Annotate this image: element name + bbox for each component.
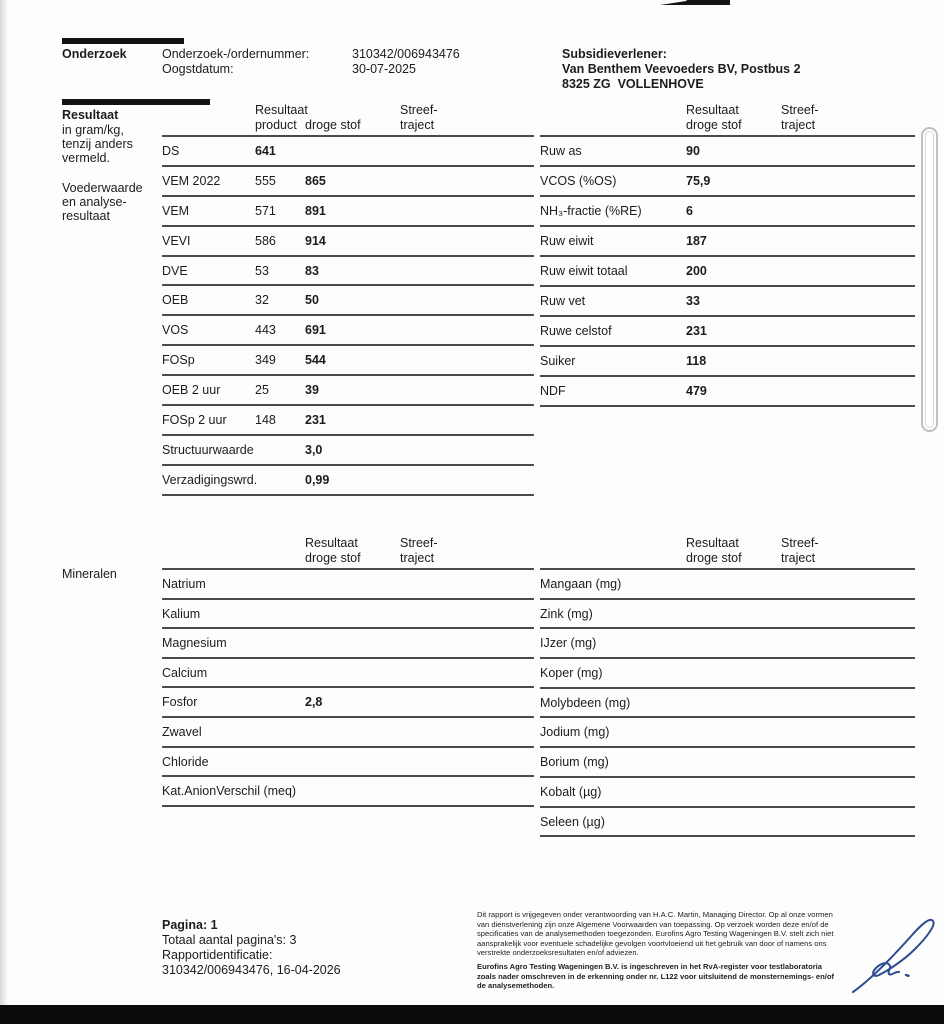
row-value-droge-stof: 231: [305, 413, 326, 428]
table-row: [540, 227, 915, 257]
row-value-product: 641: [255, 144, 276, 158]
row-label: Magnesium: [162, 636, 227, 651]
row-label: Borium (mg): [540, 755, 609, 770]
table-row: [540, 317, 915, 347]
row-label: Molybdeen (mg): [540, 695, 631, 710]
row-label: Ruw as: [540, 144, 582, 158]
results-table-left: [162, 100, 534, 496]
page-edge-shadow: [0, 0, 7, 1024]
section-note-line2: tenzij anders: [62, 137, 133, 151]
row-value-droge-stof: 83: [305, 263, 319, 278]
table-row: [540, 718, 915, 748]
row-label: FOSp 2 uur: [162, 413, 227, 428]
table-row: [162, 137, 534, 167]
section-bar-onderzoek: [62, 38, 184, 44]
disclaimer-text-1: Dit rapport is vrijgegeven onder verantwoording van H.A.C. Martin, Managing Director. Op al onze vormen van dienstverlening zijn onze Algemene Voorwaarden van toepassing. Op verzoek worden deze en/of de specificaties van de analysemethoden toegezonden. Eurofins Agro Testing Wageningen B.V. stelt zich niet aansprakelijk voor eventuele schadelijke gevolgen voortvloeiend uit het gebruik van door of namens ons verstrekte onderzoeksresultaten en/of adviezen.: [477, 910, 834, 958]
group-label-line3: resultaat: [62, 209, 110, 223]
row-value-product: 53: [255, 263, 269, 278]
subsidy-provider-city: 8325 ZG VOLLENHOVE: [562, 77, 704, 91]
section-note-line3: vermeld.: [62, 151, 110, 165]
table-row: [540, 257, 915, 287]
table-header: [540, 533, 915, 570]
row-label: VEM 2022: [162, 173, 221, 188]
row-label: Koper (mg): [540, 666, 603, 681]
row-value-product: 148: [255, 413, 276, 428]
row-label: Structuurwaarde: [162, 442, 254, 457]
row-label: NH₃-fractie (%RE): [540, 204, 642, 218]
row-label: Zink (mg): [540, 606, 593, 621]
row-label: DVE: [162, 263, 188, 278]
row-value-droge-stof: 118: [686, 354, 707, 368]
row-value-product: 349: [255, 353, 276, 368]
row-label: VEVI: [162, 233, 191, 248]
header-streef: Streef-: [400, 536, 438, 550]
table-row: [540, 347, 915, 377]
order-number-label: Onderzoek-/ordernummer:: [162, 47, 310, 61]
table-row: [540, 808, 915, 838]
header-result: Resultaat: [255, 103, 308, 117]
order-number-value: 310342/006943476: [352, 47, 460, 61]
header-traject: traject: [781, 118, 816, 132]
header-droge-stof: droge stof: [686, 551, 742, 565]
row-label: Fosfor: [162, 695, 198, 710]
row-label: VCOS (%OS): [540, 174, 617, 188]
row-value-droge-stof: 187: [686, 234, 707, 248]
row-label: Calcium: [162, 665, 208, 680]
table-row: [162, 227, 534, 257]
row-value-droge-stof: 479: [686, 384, 707, 398]
cropped-logo-fragment: [660, 0, 732, 7]
row-label: FOSp: [162, 353, 195, 368]
page-number: Pagina: 1: [162, 918, 218, 932]
row-label: VOS: [162, 323, 189, 338]
table-row: [162, 257, 534, 287]
table-row: [162, 406, 534, 436]
row-value-product: 571: [255, 203, 276, 218]
row-label: Seleen (µg): [540, 814, 605, 829]
subsidy-provider-name: Van Benthem Veevoeders BV, Postbus 2: [562, 62, 801, 76]
table-body: [162, 570, 534, 807]
row-label: Kobalt (µg): [540, 784, 602, 799]
table-row: [540, 748, 915, 778]
row-value-droge-stof: 231: [686, 324, 707, 338]
table-row: [162, 197, 534, 227]
disclaimer-text-2: Eurofins Agro Testing Wageningen B.V. is ingeschreven in het RvA-register voor testlaboratoria zoals nader omschreven in de erkenning onder nr. L122 voor uitsluitend de monsternemings- en/of de analysemethoden.: [477, 962, 834, 991]
row-label: DS: [162, 144, 180, 158]
row-label: Ruw eiwit: [540, 234, 594, 248]
table-row: [540, 137, 915, 167]
row-value-droge-stof: 3,0: [305, 442, 323, 457]
table-header: [162, 100, 534, 137]
row-label: VEM: [162, 203, 190, 218]
harvest-date-value: 30-07-2025: [352, 62, 416, 76]
table-row: [162, 346, 534, 376]
table-body: [540, 137, 915, 407]
row-label: Ruw eiwit totaal: [540, 264, 628, 278]
table-row: [162, 777, 534, 807]
row-value-droge-stof: 6: [686, 204, 693, 218]
group-label-line2: en analyse-: [62, 195, 127, 209]
row-value-product: 586: [255, 233, 276, 248]
row-label: Kat.AnionVerschil (meq): [162, 784, 297, 799]
row-label: Chloride: [162, 754, 209, 769]
table-header: [162, 533, 534, 570]
row-value-droge-stof: 691: [305, 323, 326, 338]
row-value-droge-stof: 200: [686, 264, 707, 278]
section-label-mineralen: Mineralen: [62, 567, 117, 581]
table-row: [162, 718, 534, 748]
minerals-table-left: [162, 533, 534, 807]
section-label-onderzoek: Onderzoek: [62, 47, 127, 61]
table-row: [162, 376, 534, 406]
table-row: [540, 659, 915, 689]
row-label: Mangaan (mg): [540, 577, 622, 591]
group-label-line1: Voederwaarde: [62, 181, 143, 195]
table-row: [540, 689, 915, 719]
table-row: [162, 629, 534, 659]
header-traject: traject: [400, 118, 435, 132]
table-row: [540, 570, 915, 600]
screenshot-bottom-bar: [0, 1005, 944, 1024]
header-result: Resultaat: [686, 536, 739, 550]
header-droge-stof: droge stof: [686, 118, 742, 132]
header-droge-stof: droge stof: [305, 551, 361, 565]
table-row: [162, 659, 534, 689]
row-label: Ruw vet: [540, 294, 586, 308]
total-pages: Totaal aantal pagina's: 3: [162, 933, 297, 947]
row-value-droge-stof: 544: [305, 353, 326, 368]
row-value-droge-stof: 891: [305, 203, 326, 218]
row-label: Verzadigingswrd.: [162, 472, 258, 487]
table-row: [162, 436, 534, 466]
table-row: [540, 167, 915, 197]
row-label: Natrium: [162, 577, 206, 591]
results-table-right: [540, 100, 915, 407]
table-row: [162, 748, 534, 778]
table-row: [162, 167, 534, 197]
minerals-table-right: [540, 533, 915, 837]
header-droge-stof: droge stof: [305, 118, 361, 132]
table-row: [162, 316, 534, 346]
report-id-label: Rapportidentificatie:: [162, 948, 273, 962]
table-row: [162, 688, 534, 718]
header-result: Resultaat: [686, 103, 739, 117]
row-value-droge-stof: 75,9: [686, 174, 711, 188]
row-label: Jodium (mg): [540, 725, 610, 740]
table-row: [540, 197, 915, 227]
row-value-product: 25: [255, 383, 269, 398]
row-value-product: 555: [255, 173, 276, 188]
row-label: IJzer (mg): [540, 636, 597, 651]
table-row: [162, 570, 534, 600]
subsidy-provider-label: Subsidieverlener:: [562, 47, 667, 61]
header-traject: traject: [781, 551, 816, 565]
header-result: Resultaat: [305, 536, 358, 550]
row-label: Kalium: [162, 606, 201, 621]
table-row: [162, 466, 534, 496]
table-row: [540, 377, 915, 407]
table-row: [540, 600, 915, 630]
row-value-droge-stof: 90: [686, 144, 700, 158]
header-product: product: [255, 118, 297, 132]
table-row: [162, 600, 534, 630]
header-streef: Streef-: [781, 536, 819, 550]
row-value-droge-stof: 865: [305, 173, 326, 188]
row-value-product: 32: [255, 293, 269, 308]
row-label: NDF: [540, 384, 566, 398]
header-streef: Streef-: [781, 103, 819, 117]
row-value-droge-stof: 50: [305, 293, 319, 308]
signature: [843, 910, 943, 998]
row-value-droge-stof: 39: [305, 383, 319, 398]
row-value-droge-stof: 914: [305, 233, 326, 248]
header-traject: traject: [400, 551, 435, 565]
section-label-resultaat: Resultaat: [62, 108, 119, 122]
section-note-line1: in gram/kg,: [62, 123, 124, 137]
row-value-droge-stof: 2,8: [305, 695, 323, 710]
table-header: [540, 100, 915, 137]
table-row: [540, 778, 915, 808]
row-label: OEB 2 uur: [162, 383, 221, 398]
report-id-value: 310342/006943476, 16-04-2026: [162, 963, 341, 977]
table-body: [162, 137, 534, 496]
row-label: OEB: [162, 293, 189, 308]
row-label: Suiker: [540, 354, 576, 368]
row-value-product: 443: [255, 323, 276, 338]
row-label: Zwavel: [162, 724, 202, 739]
harvest-date-label: Oogstdatum:: [162, 62, 234, 76]
row-value-droge-stof: 0,99: [305, 472, 330, 487]
row-value-droge-stof: 33: [686, 294, 700, 308]
header-streef: Streef-: [400, 103, 438, 117]
table-row: [540, 287, 915, 317]
table-body: [540, 570, 915, 837]
table-row: [162, 286, 534, 316]
row-label: Ruwe celstof: [540, 324, 612, 338]
table-row: [540, 629, 915, 659]
vertical-scrollbar-thumb[interactable]: [921, 127, 938, 432]
